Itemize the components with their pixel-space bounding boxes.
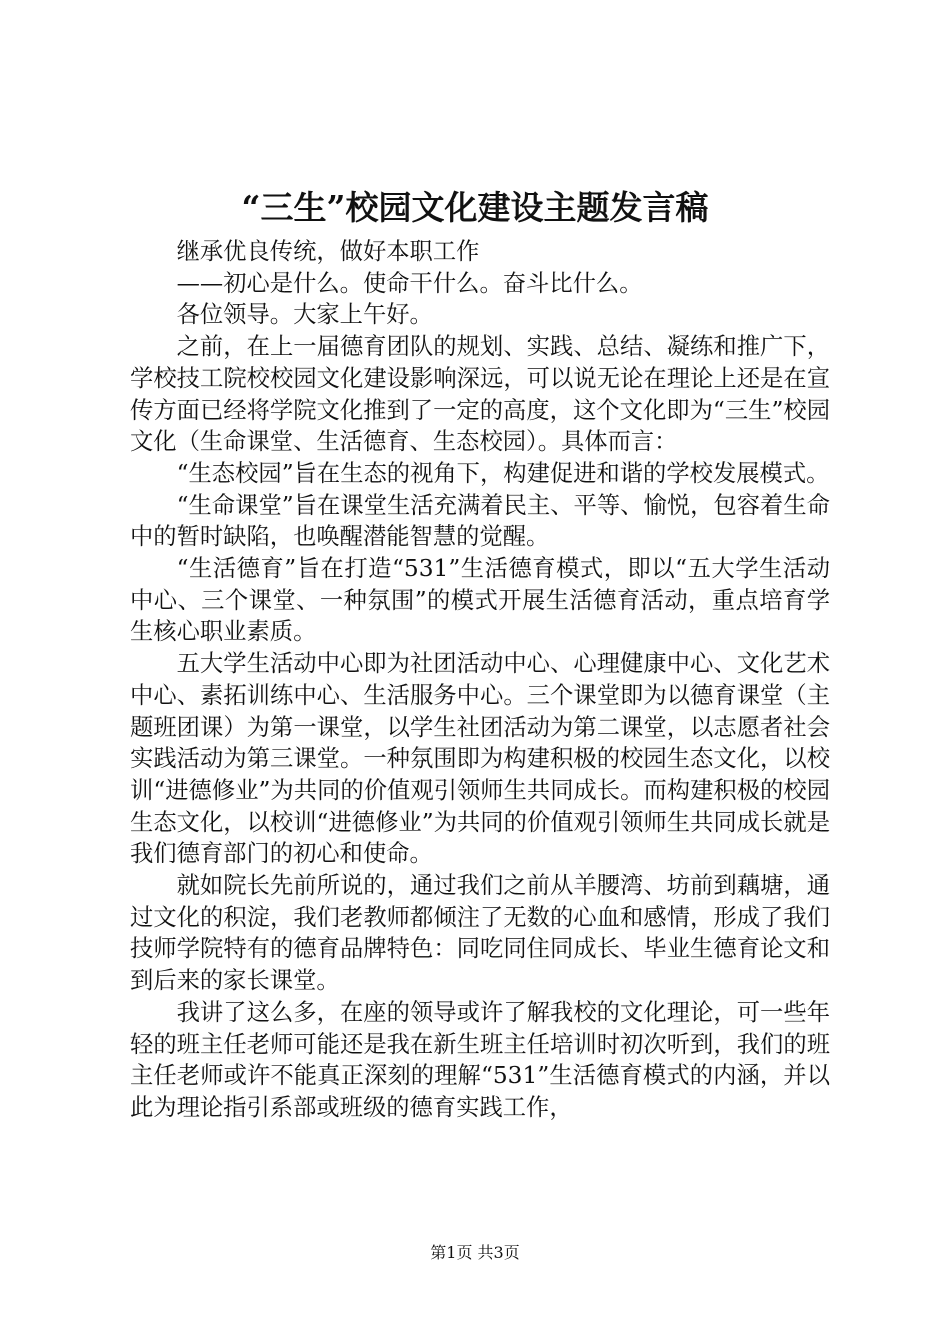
paragraph-intro: 之前，在上一届德育团队的规划、实践、总结、凝练和推广下，学校技工院校校园文化建设影响深远，可以说无论在理论上还是在宣传方面已经将学院文化推到了一定的高度，这个文化即为“三生”校园文化（生命课堂、生活德育、生态校园）。具体而言： [130,333,830,456]
paragraph-greeting: 各位领导。大家上午好。 [176,301,433,329]
document-body [130,236,830,1124]
paragraph-life-classroom: “生命课堂”旨在课堂生活充满着民主、平等、愉悦，包容着生命中的暂时缺陷，也唤醒潜能智慧的觉醒。 [130,491,830,551]
paragraph-life-moral-education: “生活德育”旨在打造“531”生活德育模式，即以“五大学生活动中心、三个课堂、一种氛围”的模式开展生活德育活动，重点培育学生核心职业素质。 [130,555,830,646]
document-title: “三生”校园文化建设主题发言稿 [241,188,709,227]
paragraph-closing: 我讲了这么多，在座的领导或许了解我校的文化理论，可一些年轻的班主任老师可能还是我在新生班主任培训时初次听到，我们的班主任老师或许不能真正深刻的理解“531”生活德育模式的内涵，并以此为理论指引系部或班级的德育实践工作， [130,998,830,1121]
paragraph-eco-campus: “生态校园”旨在生态的视角下，构建促进和谐的学校发展模式。 [176,459,830,487]
page-indicator: 第1页 共3页 [430,1243,520,1262]
paragraph-subtitle: 继承优良传统，做好本职工作 [176,238,480,265]
paragraph-tagline: ——初心是什么。使命干什么。奋斗比什么。 [176,269,643,297]
paragraph-five-centers: 五大学生活动中心即为社团活动中心、心理健康中心、文化艺术中心、素拓训练中心、生活服务中心。三个课堂即为以德育课堂（主题班团课）为第一课堂，以学生社团活动为第二课堂，以志愿者社会实践活动为第三课堂。一种氛围即为构建积极的校园生态文化，以校训“进德修业”为共同的价值观引领师生共同成长。而构建积极的校园生态文化，以校训“进德修业”为共同的价值观引领师生共同成长就是我们德育部门的初心和使命。 [130,650,830,868]
paragraph-history: 就如院长先前所说的，通过我们之前从羊腰湾、坊前到藕塘，通过文化的积淀，我们老教师都倾注了无数的心血和感情，形成了我们技师学院特有的德育品牌特色：同吃同住同成长、毕业生德育论文和到后来的家长课堂。 [130,872,830,995]
